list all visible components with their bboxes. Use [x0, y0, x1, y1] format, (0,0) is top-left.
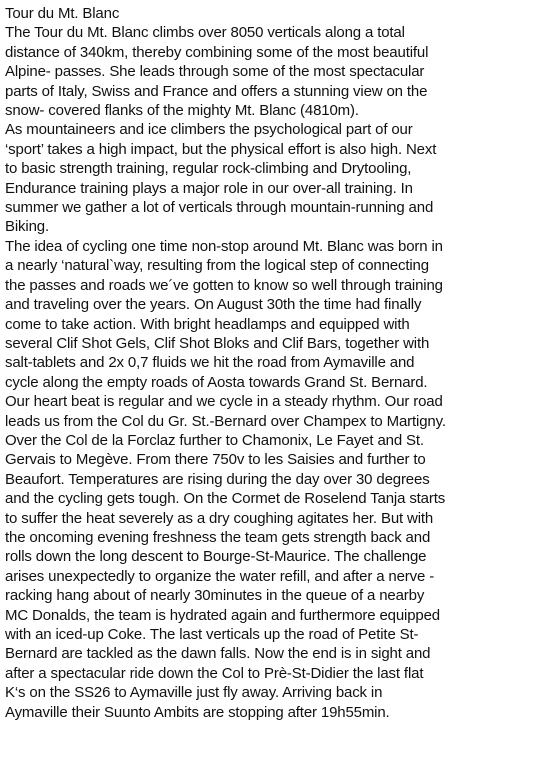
document-title: Tour du Mt. Blanc: [5, 5, 120, 22]
paragraph-training: As mountaineers and ice climbers the psychological part of our ‘sport’ takes a high impact, but the physical effort is also high. Next to basic strength training, regular rock-climbing and Drytooling, Endurance training plays a major role in our over-all training. In summer we gather a lot of verticals through mountain-running and Biking.: [5, 121, 437, 236]
document-body: [5, 4, 535, 722]
paragraph-ride-story: The idea of cycling one time non-stop around Mt. Blanc was born in a nearly ‘natural`way, resulting from the logical step of connecting the passes and roads we´ve gotten to know so well through training and traveling over the years. On August 30th the time had finally come to take action. With bright headlamps and equipped with several Clif Shot Gels, Clif Shot Bloks and Clif Bars, together with salt-tablets and 2x 0,7 fluids we hit the road from Aymaville and cycle along the empty roads of Aosta towards Grand St. Bernard. Our heart beat is regular and we cycle in a steady rhythm. Our road leads us from the Col du Gr. St.-Bernard over Champex to Martigny. Over the Col de la Forclaz further to Chamonix, Le Fayet and St. Gervais to Megève. From there 750v to les Saisies and further to Beaufort. Temperatures are rising during the day over 30 degrees and the cycling gets tough. On the Cormet de Roselend Tanja starts to suffer the heat severely as a dry coughing agitates her. But with the oncoming evening freshness the team gets strength back and rolls down the long descent to Bourge-St-Maurice. The challenge arises unexpectedly to organize the water refill, and after a nerve - racking hang about of nearly 30minutes in the queue of a nearby MC Donalds, the team is hydrated again and furthermore equipped with an iced-up Coke. The last verticals up the road of Petite St- Bernard are tackled as the dawn falls. Now the end is in sight and after a spectacular ride down the Col to Prè-St-Didier the last flat K‘s on the SS26 to Aymaville just fly away. Arriving back in Aymaville their Suunto Ambits are stopping after 19h55min.: [5, 237, 446, 721]
paragraph-route-intro: The Tour du Mt. Blanc climbs over 8050 verticals along a total distance of 340km, thereby combining some of the most beautiful Alpine- passes. She leads through some of the most spectacular parts of Italy, Swiss and France and offers a stunning view on the snow- covered flanks of the mighty Mt. Blanc (4810m).: [5, 24, 429, 120]
